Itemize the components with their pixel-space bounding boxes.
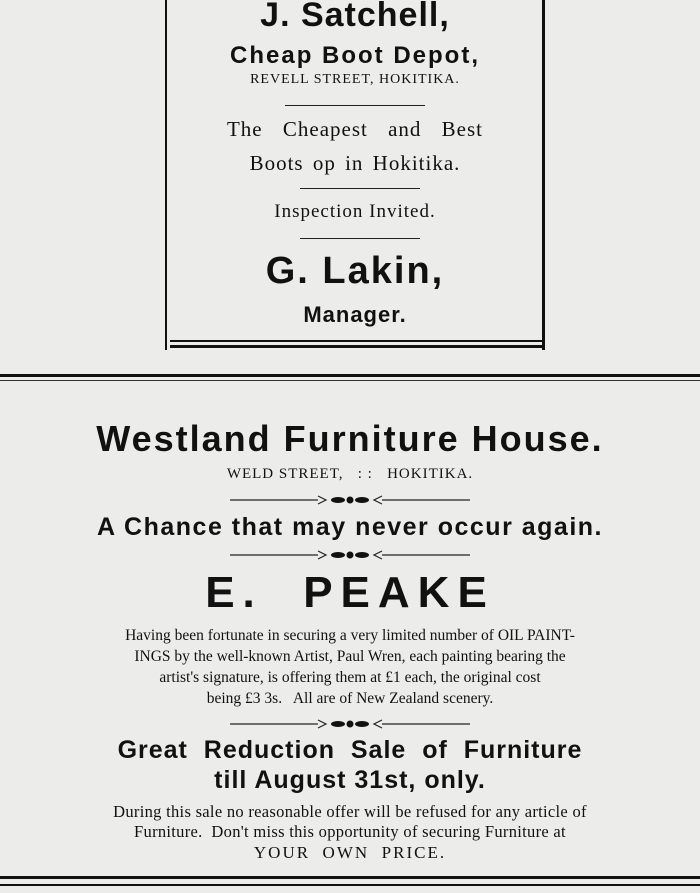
footer-line-3: YOUR OWN PRICE. — [253, 843, 447, 862]
divider — [300, 188, 420, 189]
bottom-rule — [0, 876, 700, 886]
boot-depot-business-name: Cheap Boot Depot, — [230, 42, 480, 69]
divider — [300, 238, 420, 239]
sale-heading-line1: Great Reduction Sale of Furniture — [117, 736, 583, 764]
ornament-divider — [230, 716, 470, 732]
boot-depot-address: REVELL STREET, HOKITIKA. — [250, 72, 460, 87]
section-separator — [0, 374, 700, 381]
body-line-3: artist's signature, is offering them at £1 each, the original cost — [159, 669, 541, 686]
divider — [285, 105, 425, 106]
proprietor-name: E. PEAKE — [205, 568, 495, 617]
furniture-house-address: WELD STREET, : : HOKITIKA. — [226, 466, 474, 482]
body-line-4: being £3 3s. All are of New Zealand scenery. — [206, 690, 494, 707]
manager-name: G. Lakin, — [265, 250, 445, 292]
boot-depot-proprietor: J. Satchell, — [260, 0, 450, 34]
ornament-divider — [230, 492, 470, 508]
boot-depot-invite: Inspection Invited. — [274, 201, 436, 222]
manager-title: Manager. — [303, 302, 407, 327]
tagline: A Chance that may never occur again. — [96, 513, 603, 541]
ornament-divider — [230, 547, 470, 563]
boot-depot-slogan-line1: The Cheapest and Best — [226, 117, 484, 141]
body-line-2: INGS by the well-known Artist, Paul Wren, each painting bearing the — [134, 648, 566, 665]
body-line-1: Having been fortunate in securing a very limited number of OIL PAINT- — [125, 627, 575, 644]
furniture-house-title: Westland Furniture House. — [96, 418, 604, 459]
boot-depot-ad-bottom-rule — [170, 340, 542, 348]
sale-heading-line2: till August 31st, only. — [214, 766, 486, 794]
footer-line-2: Furniture. Don't miss this opportunity of securing Furniture at — [134, 822, 566, 841]
footer-line-1: During this sale no reasonable offer will be refused for any article of — [113, 802, 587, 821]
boot-depot-slogan-line2: Boots op in Hokitika. — [249, 151, 461, 175]
